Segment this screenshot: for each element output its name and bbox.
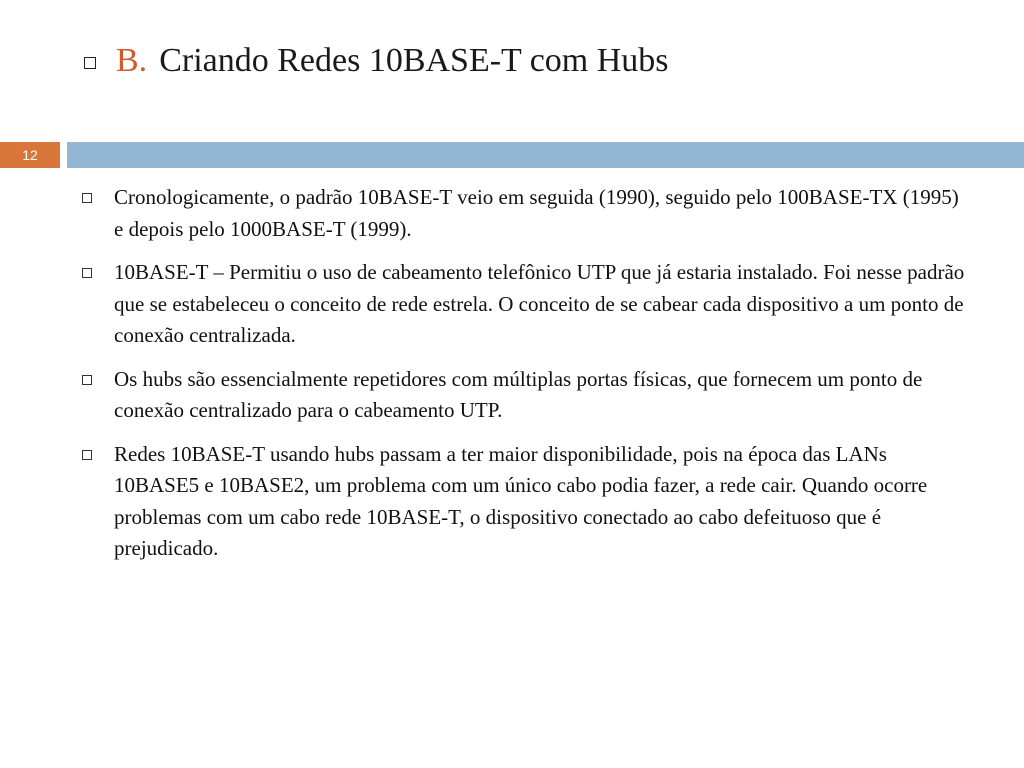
title-text: Criando Redes 10BASE-T com Hubs [159,42,669,79]
square-bullet-icon [82,193,92,203]
bullet-text: Os hubs são essencialmente repetidores com múltiplas portas físicas, que fornecem um ponto de conexão centralizado para o cabeamento UTP. [114,366,923,422]
bullet-list [82,182,972,577]
list-item [82,257,972,352]
list-item [82,182,972,245]
square-bullet-icon [82,450,92,460]
list-item [82,439,972,565]
slide-number-box [0,142,60,168]
bullet-text: 10BASE-T – Permitiu o uso de cabeamento telefônico UTP que já estaria instalado. Foi nesse padrão que se estabeleceu o conceito de rede estrela. O conceito de se cabear cada dispositivo a um ponto de conexão centralizada. [114,260,965,347]
bullet-text: Cronologicamente, o padrão 10BASE-T veio em seguida (1990), seguido pelo 100BASE-TX (1995) e depois pelo 1000BASE-T (1999). [114,185,959,241]
slide-title [84,42,669,80]
square-bullet-icon [82,375,92,385]
header-bar [67,142,1024,168]
title-prefix: B. [116,42,148,79]
list-item [82,364,972,427]
bullet-text: Redes 10BASE-T usando hubs passam a ter maior disponibilidade, pois na época das LANs 10BASE5 e 10BASE2, um problema com um único cabo podia fazer, a rede cair. Quando ocorre problemas com um cabo rede 10BASE-T, o dispositivo conectado ao cabo defeituoso que é prejudicado. [114,441,928,560]
square-bullet-icon [84,57,96,69]
square-bullet-icon [82,268,92,278]
slide-number: 12 [22,147,38,163]
